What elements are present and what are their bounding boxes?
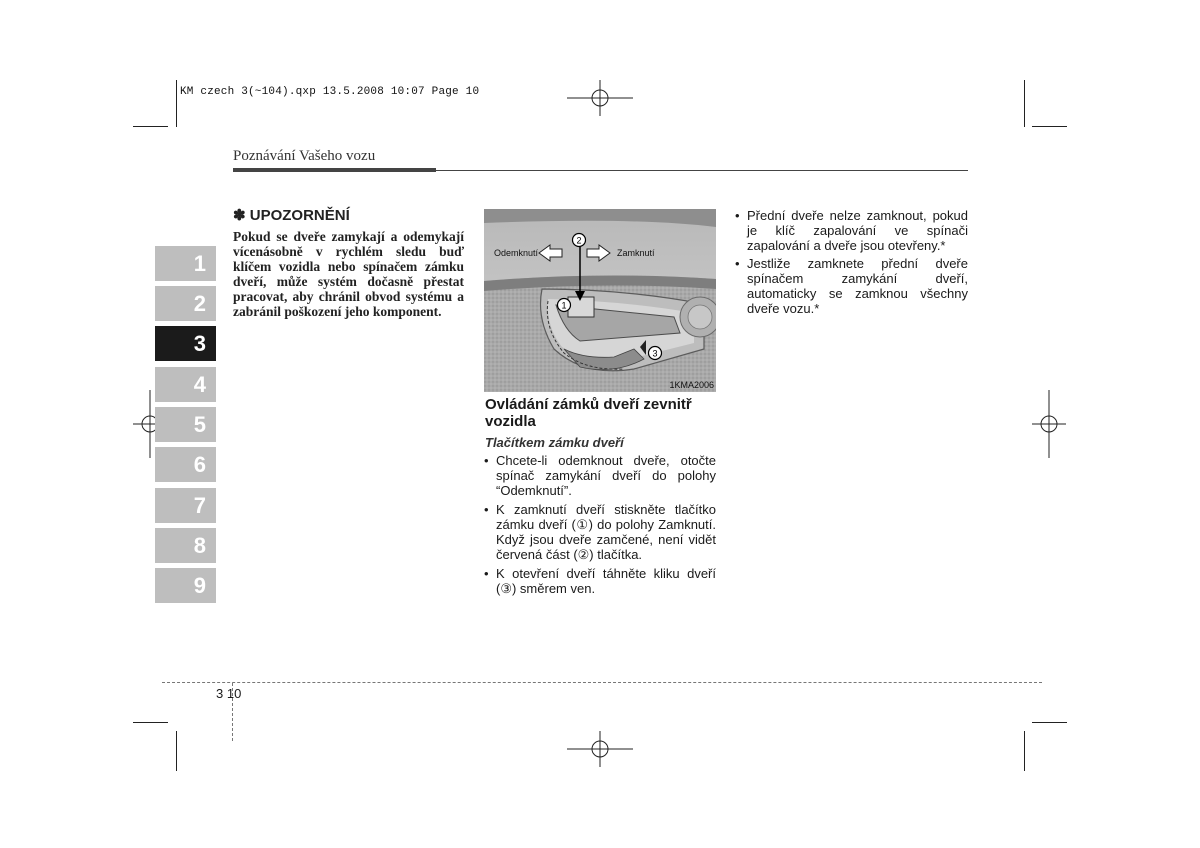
chapter-tab-6[interactable]: 6 xyxy=(155,447,216,482)
lock-notes-list xyxy=(735,208,968,319)
header-rule-thin xyxy=(436,170,968,171)
marker-2: 2 xyxy=(576,235,582,246)
label-unlock: Odemknutí xyxy=(494,248,539,258)
chapter-tab-5[interactable]: 5 xyxy=(155,407,216,442)
list-item: • Chcete-li odemknout dveře, otočte spínač zamykání dveří do polohy “Odemknutí”. xyxy=(484,453,716,498)
chapter-tab-9[interactable]: 9 xyxy=(155,568,216,603)
print-slug: KM czech 3(~104).qxp 13.5.2008 10:07 Page 10 xyxy=(180,86,480,98)
caution-body: Pokud se dveře zamykají a odemykají vícenásobně v rychlém sledu buď klíčem vozidla nebo spínačem zámku dveří, může systém dočasně přestat pracovat, aby chránil obvod systému a zabránil poškození jeho komponent. xyxy=(233,229,464,319)
lock-section-subtitle: Tlačítkem zámku dveří xyxy=(485,435,624,450)
chapter-tab-2[interactable]: 2 xyxy=(155,286,216,321)
chapter-tab-4[interactable]: 4 xyxy=(155,367,216,402)
list-item: • K zamknutí dveří stiskněte tlačítko zámku dveří (①) do polohy Zamknutí. Když jsou dveře zamčené, není vidět červená část (②) tlačítka. xyxy=(484,502,716,562)
marker-3: 3 xyxy=(652,348,658,359)
door-lock-figure xyxy=(484,209,716,392)
lock-instructions-list xyxy=(484,453,716,600)
list-item: • Jestliže zamknete přední dveře spínačem zamykání dveří, automaticky se zamknou všechny dveře vozu.* xyxy=(735,256,968,316)
figure-code: 1KMA2006 xyxy=(669,380,714,390)
chapter-tab-8[interactable]: 8 xyxy=(155,528,216,563)
label-lock: Zamknutí xyxy=(617,248,655,258)
lock-section-title: Ovládání zámků dveří zevnitř vozidla xyxy=(485,396,692,430)
chapter-tab-1[interactable]: 1 xyxy=(155,246,216,281)
page-number: 3 10 xyxy=(216,686,242,701)
chapter-tab-7[interactable]: 7 xyxy=(155,488,216,523)
list-item: • Přední dveře nelze zamknout, pokud je klíč zapalování ve spínači zapalování a dveře jsou otevřeny.* xyxy=(735,208,968,253)
marker-1: 1 xyxy=(561,300,567,311)
chapter-tab-3[interactable]: 3 xyxy=(155,326,216,361)
section-title: Poznávání Vašeho vozu xyxy=(233,148,376,164)
footer-rule xyxy=(162,682,1042,683)
caution-heading: ✽ UPOZORNĚNÍ xyxy=(233,207,350,224)
list-item: • K otevření dveří táhněte kliku dveří (③) směrem ven. xyxy=(484,566,716,596)
header-rule-thick xyxy=(233,168,436,172)
